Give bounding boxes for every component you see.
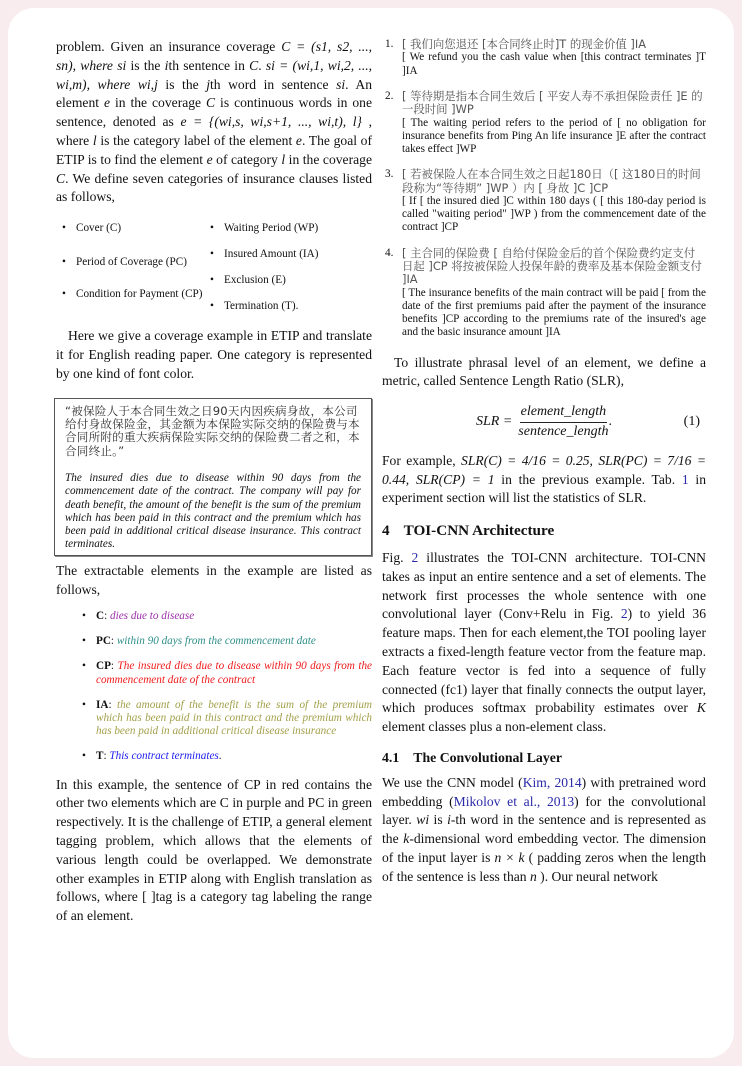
figure-ref-link[interactable]: 2 [620,606,628,622]
category-item: • Exclusion (E) [204,273,372,287]
intro-paragraph: problem. Given an insurance coverage C = (s1, s2, ..., sn), where si is the ith sentence in C. si = (wi,1, wi,2, ..., wi,m), where wi,j is the jth word in sentence si. An element e in the coverage C is continuous words in one sentence, denoted as e = {(wi,s, wi,s+1, ..., wi,t), l} , where l is the category label of the element e. The goal of ETIP is to find the element e of category l in the coverage C. We define seven categories of insurance clauses listed as follows, [56,39,373,205]
slr-intro: To illustrate phrasal level of an element, we define a metric, called Sentence Length Ratio (SLR), [382,354,706,389]
paper-page [8,8,734,1058]
category-item: • Cover (C) [56,221,204,235]
category-item: • Insured Amount (IA) [204,247,372,261]
overlap-paragraph: In this example, the sentence of CP in red contains the other two elements which are C in purple and PC in green respectively. It is the challenge of ETIP, a general element tagging problem, which allows that the elements of various length could be overlapped. We demonstrate other examples in ETIP along with English translation as follows, where [ ]tag is a category tag labeling the range of an element. [56,776,372,924]
example-intro: Here we give a coverage example in ETIP and translate it for English reading paper. One category is represented by one kind of font color. [56,328,372,381]
category-list-col2 [204,215,372,313]
element-item-ia: • IA: the amount of the benefit is the sum of the premium which has been paid in this contract and the premium which has been paid in additional critical disease insurance [56,699,372,739]
category-list-col1 [56,215,204,313]
tagged-example: 4. [ 主合同的保险费 [ 自给付保险金后的首个保险费约定支付日起 ]CP 将按被保险人投保年龄的费率及基本保险金额支付 ]IA [ The insurance benefits of the main contract will be paid [ from the date of the first premiums paid after the payment of the insurance benefits ]CP according to the premiums rate of the insured's age and the basic insurance amount ]IA [385,245,706,339]
category-list [56,215,372,313]
slr-example-paragraph: For example, SLR(C) = 4/16 = 0.25, SLR(PC) = 7/16 = 0.44, SLR(CP) = 1 in the previous example. Tab. 1 in experiment section will list the statistics of SLR. [382,452,706,506]
left-column [56,38,372,926]
category-item: • Termination (T). [204,299,372,313]
tagged-example: 3. [ 若被保险人在本合同生效之日起180日（[ 这180日的时间段称为“等待期” ]WP ）内 [ 身故 ]C ]CP [ If [ the insured died ]C within 180 days ( [ this 180-day period is called "waiting period" ]WP ) from the commencement date of the contract ]CP [385,167,706,234]
equation-fraction: $\frac{\text{element\_length}}{\text{sentence\_length}}$ [518,404,609,440]
element-item-c: • C: dies due to disease [56,610,372,623]
element-list [56,610,372,764]
extractable-intro: The extractable elements in the example are listed as follows, [56,563,372,598]
equation-number: (1) [683,414,700,430]
equation-slr: SLR = $\frac{\text{element\_length}}{\text{sentence\_length}}$ . (1) [382,403,706,442]
citation-link[interactable]: Mikolov et al., 2013 [453,793,575,809]
tagged-examples [382,38,706,340]
example-english: The insured dies due to disease within 90 days from the commencement date of the contract. The company will pay for death benefit, the amount of the benefit is the sum of the premium which has been paid in this contract and the premium which has been paid in additional critical disease insurance. This contract terminates. [65,472,361,551]
table-ref-link[interactable]: 1 [681,471,689,487]
element-item-cp: • CP: The insured dies due to disease within 90 days from the commencement date of the contract [56,660,372,686]
right-column [382,38,706,887]
example-box [54,398,372,557]
section-4-paragraph: Fig. 2 illustrates the TOI-CNN architecture. TOI-CNN takes as input an entire sentence and a set of elements. The network first processes the whole sentence with one convolutional layer (Conv+Relu in Fig. 2) to yield 36 feature maps. Then for each element,the TOI pooling layer extracts a fixed-length feature vector from the feature map. Each feature vector is fed into a sequence of fully connected (fc1) layer that finally connects the output layer, which produces softmax probability estimates over K element classes plus a non-element class. [382,550,707,735]
tagged-example: 2. [ 等待期是指本合同生效后 [ 平安人寿不承担保险责任 ]E 的一段时间 ]WP [ The waiting period refers to the period of [ no obligation for insurance benefits from Ping An life insurance ]E after the contract takes effect ]WP [385,88,706,156]
tagged-example: 1. [ 我们向您退还 [本合同终止时]T 的现金价值 ]IA [ We refund you the cash value when [this contract terminates ]T ]IA [385,37,706,77]
category-item: • Condition for Payment (CP) [56,287,204,301]
element-item-pc: • PC: within 90 days from the commencement date [56,635,372,648]
section-heading-4: 4 TOI-CNN Architecture [382,522,555,540]
example-chinese: “被保险人于本合同生效之日90天内因疾病身故，本公司给付身故保险金，其金额为本保险实际交纳的保险费与本合同所附的重大疾病保险实际交纳的保险费二者之和，本合同终止。” [65,403,360,458]
category-item: • Period of Coverage (PC) [56,255,204,269]
section-heading-4-1: 4.1 The Convolutional Layer [382,750,562,766]
citation-link[interactable]: Kim, 2014 [522,774,582,790]
category-item: • Waiting Period (WP) [204,221,372,235]
figure-ref-link[interactable]: 2 [411,550,419,566]
section-4-1-paragraph: We use the CNN model (Kim, 2014) with pretrained word embedding (Mikolov et al., 2013) for the convolutional layer. wi is i-th word in the sentence and is represented as the k-dimensional word embedding vector. The dimension of the input layer is n × k ( padding zeros when the length of the sentence is less than n ). Our neural network [382,774,707,884]
element-item-t: • T: This contract terminates. [56,750,372,763]
